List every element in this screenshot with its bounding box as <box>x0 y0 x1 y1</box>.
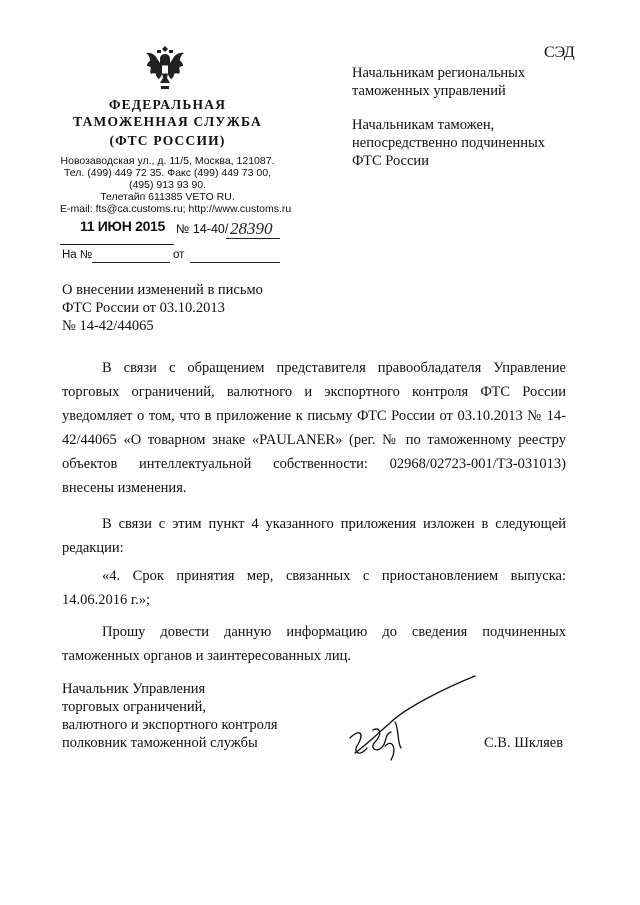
recipient-1-line1: Начальникам региональных <box>352 65 526 81</box>
body-paragraph-3: «4. Срок принятия мер, связанных с приостановлением выпуска: 14.06.2016 г.»; <box>62 568 566 608</box>
body-paragraph-2: В связи с этим пункт 4 указанного приложения изложен в следующей редакции: <box>62 516 566 556</box>
signer-title-line3: валютного и экспортного контроля <box>62 717 278 733</box>
signer-title-line2: торговых ограничений, <box>62 699 206 715</box>
recipient-2-line2: непосредственно подчиненных <box>352 135 545 151</box>
recipient-1-line2: таможенных управлений <box>352 83 506 99</box>
sender-phones: Тел. (499) 449 72 35. Факс (499) 449 73 00, <box>63 167 271 179</box>
body-paragraph-1: В связи с обращением представителя правообладателя Управление торговых ограничений, валютного и экспортного контроля ФТС России уведомляет о том, что в приложение к письму ФТС России от 03.10.2013 № 14-42/44065 «О товарном знаке «PAULANER» (рег. № по таможенному реестру объектов интеллектуальной собственности: 02968/02723-001/ТЗ-031013) внесены изменения. <box>62 360 566 496</box>
sender-teletype: Телетайп 611385 VETO RU. <box>100 191 235 203</box>
subject-line2: ФТС России от 03.10.2013 <box>62 300 225 316</box>
outgoing-number-handwritten: 28390 <box>230 219 273 238</box>
ref-label: На № <box>62 249 93 261</box>
russian-coat-of-arms-icon <box>140 42 190 92</box>
recipient-2-line3: ФТС России <box>352 153 429 169</box>
sender-phones2: (495) 913 93 90. <box>128 179 207 191</box>
date-stamp: 11 ИЮН 2015 <box>80 218 166 234</box>
sender-email: E-mail: fts@ca.customs.ru; http://www.customs.ru <box>60 203 292 215</box>
subject-line1: О внесении изменений в письмо <box>62 282 263 298</box>
letter-body <box>62 356 566 668</box>
sed-mark: СЭД <box>544 44 575 61</box>
sender-org-line3: (ФТС РОССИИ) <box>109 133 226 148</box>
recipient-2-line1: Начальникам таможен, <box>352 117 495 133</box>
ref-from-label: от <box>173 249 185 261</box>
body-paragraph-4: Прошу довести данную информацию до сведения подчиненных таможенных органов и заинтересованных лиц. <box>62 624 566 664</box>
sender-address: Новозаводская ул., д. 11/5, Москва, 121087. <box>60 155 275 167</box>
signer-name: С.В. Шкляев <box>484 735 564 751</box>
signer-title-line1: Начальник Управления <box>62 681 206 697</box>
sender-org-line2: ТАМОЖЕННАЯ СЛУЖБА <box>73 114 262 129</box>
ref-number-line <box>92 250 170 263</box>
subject-line3: № 14-42/44065 <box>62 318 154 334</box>
handwritten-signature-icon <box>335 668 495 768</box>
ref-date-line <box>190 250 280 263</box>
outgoing-number-prefix: № 14-40/ <box>176 222 229 236</box>
sender-org-line1: ФЕДЕРАЛЬНАЯ <box>108 97 227 112</box>
signer-title-line4: полковник таможенной службы <box>62 735 258 751</box>
